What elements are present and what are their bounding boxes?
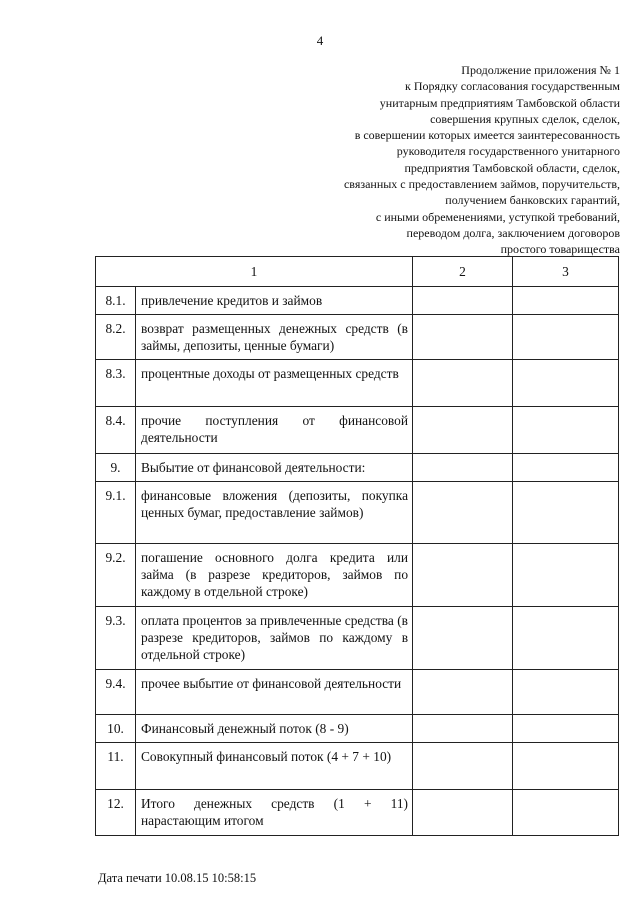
- value-cell-col3: [513, 287, 619, 315]
- appendix-header: [260, 62, 620, 258]
- column-header: 2: [413, 257, 513, 287]
- row-number: 8.3.: [96, 360, 136, 407]
- table-row: [96, 715, 619, 743]
- row-description: Финансовый денежный поток (8 - 9): [136, 715, 413, 743]
- value-cell-col2: [413, 715, 513, 743]
- row-description: прочее выбытие от финансовой деятельности: [136, 670, 413, 715]
- value-cell-col3: [513, 360, 619, 407]
- table-row: [96, 790, 619, 836]
- table-row: [96, 670, 619, 715]
- table-row: [96, 743, 619, 790]
- value-cell-col3: [513, 482, 619, 544]
- value-cell-col2: [413, 670, 513, 715]
- column-header: 3: [513, 257, 619, 287]
- header-line: связанных с предоставлением займов, поручительств,: [343, 177, 620, 192]
- row-description: привлечение кредитов и займов: [136, 287, 413, 315]
- header-line: к Порядку согласования государственным: [404, 79, 620, 94]
- row-number: 8.1.: [96, 287, 136, 315]
- row-description: Выбытие от финансовой деятельности:: [136, 454, 413, 482]
- row-description: погашение основного долга кредита или займа (в разрезе кредиторов, займов по каждому в отдельной строке): [136, 544, 413, 607]
- table-row: [96, 407, 619, 454]
- row-number: 11.: [96, 743, 136, 790]
- row-number: 9.4.: [96, 670, 136, 715]
- value-cell-col3: [513, 544, 619, 607]
- column-header: 1: [96, 257, 413, 287]
- value-cell-col2: [413, 790, 513, 836]
- row-description: Итого денежных средств (1 + 11) нарастающим итогом: [136, 790, 413, 836]
- header-line: переводом долга, заключением договоров: [406, 225, 620, 240]
- header-line: получением банковских гарантий,: [445, 193, 620, 208]
- table-row: [96, 454, 619, 482]
- table-row: [96, 287, 619, 315]
- value-cell-col2: [413, 407, 513, 454]
- value-cell-col2: [413, 482, 513, 544]
- value-cell-col2: [413, 315, 513, 360]
- header-line: простого товарищества: [500, 242, 620, 257]
- header-line: унитарным предприятиям Тамбовской области: [379, 95, 620, 110]
- value-cell-col3: [513, 607, 619, 670]
- value-cell-col2: [413, 287, 513, 315]
- row-number: 9.1.: [96, 482, 136, 544]
- row-description: прочие поступления от финансовой деятельности: [136, 407, 413, 454]
- table-row: [96, 360, 619, 407]
- table-row: [96, 482, 619, 544]
- table-row: [96, 607, 619, 670]
- value-cell-col3: [513, 315, 619, 360]
- value-cell-col2: [413, 607, 513, 670]
- value-cell-col3: [513, 670, 619, 715]
- value-cell-col3: [513, 790, 619, 836]
- table-header-row: [96, 257, 619, 287]
- row-description: возврат размещенных денежных средств (в займы, депозиты, ценные бумаги): [136, 315, 413, 360]
- row-description: оплата процентов за привлеченные средства (в разрезе кредиторов, займов по каждому в отдельной строке): [136, 607, 413, 670]
- value-cell-col2: [413, 454, 513, 482]
- header-line: руководителя государственного унитарного: [396, 144, 620, 159]
- value-cell-col3: [513, 743, 619, 790]
- row-number: 8.2.: [96, 315, 136, 360]
- cash-flow-table: [95, 256, 619, 836]
- value-cell-col2: [413, 360, 513, 407]
- row-description: процентные доходы от размещенных средств: [136, 360, 413, 407]
- table-row: [96, 544, 619, 607]
- page-number: 4: [316, 33, 324, 48]
- row-number: 9.3.: [96, 607, 136, 670]
- header-line: в совершении которых имеется заинтересованность: [354, 128, 620, 143]
- row-number: 10.: [96, 715, 136, 743]
- header-line: с иными обременениями, уступкой требований,: [375, 209, 620, 224]
- header-line: совершения крупных сделок, сделок,: [430, 111, 620, 126]
- row-description: Совокупный финансовый поток (4 + 7 + 10): [136, 743, 413, 790]
- value-cell-col3: [513, 715, 619, 743]
- row-number: 9.: [96, 454, 136, 482]
- value-cell-col3: [513, 407, 619, 454]
- header-line: предприятия Тамбовской области, сделок,: [404, 160, 620, 175]
- header-line: Продолжение приложения № 1: [461, 63, 620, 77]
- row-number: 8.4.: [96, 407, 136, 454]
- row-number: 9.2.: [96, 544, 136, 607]
- table-row: [96, 315, 619, 360]
- row-number: 12.: [96, 790, 136, 836]
- print-date: Дата печати 10.08.15 10:58:15: [98, 871, 257, 885]
- row-description: финансовые вложения (депозиты, покупка ценных бумаг, предоставление займов): [136, 482, 413, 544]
- value-cell-col3: [513, 454, 619, 482]
- value-cell-col2: [413, 743, 513, 790]
- value-cell-col2: [413, 544, 513, 607]
